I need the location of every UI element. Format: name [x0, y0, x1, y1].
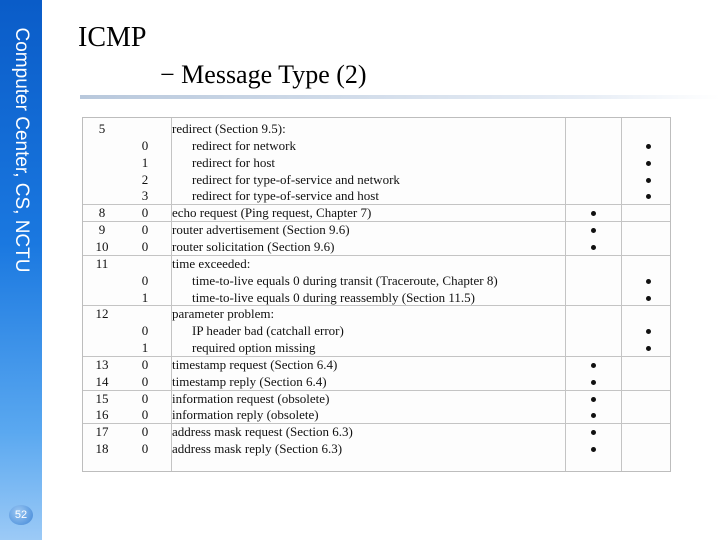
code-cell: 0	[141, 323, 149, 339]
query-marker	[591, 363, 596, 368]
error-marker	[646, 279, 651, 284]
query-marker	[591, 228, 596, 233]
description-cell: IP header bad (catchall error)	[192, 323, 344, 339]
type-cell: 13	[95, 356, 109, 372]
type-cell: 5	[98, 121, 106, 136]
description-cell: echo request (Ping request, Chapter 7)	[172, 205, 372, 221]
error-marker	[646, 346, 651, 351]
description-cell: information request (obsolete)	[172, 390, 330, 406]
description-cell: redirect for type-of-service and network	[192, 171, 400, 187]
error-marker	[646, 329, 651, 334]
description-cell: time-to-live equals 0 during transit (Traceroute, Chapter 8)	[192, 272, 498, 288]
description-cell: redirect for network	[192, 137, 296, 153]
description-cell: information reply (obsolete)	[172, 407, 319, 423]
code-cell: 0	[141, 272, 149, 288]
type-cell: 15	[95, 390, 109, 406]
code-cell: 0	[141, 356, 149, 372]
page-number-badge: 52	[9, 505, 33, 525]
type-cell: 11	[95, 255, 109, 271]
column-divider	[621, 118, 622, 471]
query-marker	[591, 211, 596, 216]
description-cell: router solicitation (Section 9.6)	[172, 238, 335, 254]
description-cell: redirect (Section 9.5):	[172, 121, 286, 136]
code-cell: 0	[141, 205, 149, 221]
description-cell: timestamp request (Section 6.4)	[172, 356, 338, 372]
error-marker	[646, 296, 651, 301]
query-marker	[591, 447, 596, 452]
type-cell: 18	[95, 441, 109, 457]
code-cell: 0	[141, 424, 149, 440]
description-cell: timestamp reply (Section 6.4)	[172, 373, 327, 389]
description-cell: time exceeded:	[172, 255, 251, 271]
type-cell: 17	[95, 424, 109, 440]
title-divider	[80, 95, 720, 99]
description-cell: router advertisement (Section 9.6)	[172, 222, 350, 238]
error-marker	[646, 178, 651, 183]
query-marker	[591, 397, 596, 402]
query-marker	[591, 413, 596, 418]
type-cell: 8	[98, 205, 106, 221]
description-cell: redirect for host	[192, 154, 276, 170]
code-cell: 1	[141, 340, 149, 356]
org-label: Computer Center, CS, NCTU	[11, 27, 32, 273]
code-cell: 0	[141, 441, 149, 457]
error-marker	[646, 161, 651, 166]
description-cell: time-to-live equals 0 during reassembly (Section 11.5)	[192, 289, 475, 305]
description-cell: required option missing	[192, 340, 316, 356]
code-cell: 0	[141, 238, 149, 254]
code-cell: 0	[141, 137, 149, 153]
code-cell: 0	[141, 390, 149, 406]
query-marker	[591, 430, 596, 435]
column-divider	[565, 118, 566, 471]
icmp-message-type-table	[82, 117, 671, 472]
code-cell: 3	[141, 188, 149, 204]
error-marker	[646, 144, 651, 149]
code-cell: 0	[141, 373, 149, 389]
type-cell: 16	[95, 407, 109, 423]
description-cell: parameter problem:	[172, 306, 275, 322]
slide-title: ICMP	[78, 22, 147, 53]
slide-subtitle: − Message Type (2)	[160, 60, 367, 89]
description-cell: address mask reply (Section 6.3)	[172, 441, 343, 457]
code-cell: 1	[141, 154, 149, 170]
description-cell: address mask request (Section 6.3)	[172, 424, 353, 440]
code-cell: 0	[141, 222, 149, 238]
code-cell: 2	[141, 171, 149, 187]
query-marker	[591, 245, 596, 250]
description-cell: redirect for type-of-service and host	[192, 188, 379, 204]
type-cell: 12	[95, 306, 109, 322]
error-marker	[646, 194, 651, 199]
sidebar	[0, 0, 42, 540]
type-cell: 10	[95, 238, 109, 254]
type-cell: 14	[95, 373, 109, 389]
code-cell: 0	[141, 407, 149, 423]
type-cell: 9	[98, 222, 106, 238]
code-cell: 1	[141, 289, 149, 305]
query-marker	[591, 380, 596, 385]
